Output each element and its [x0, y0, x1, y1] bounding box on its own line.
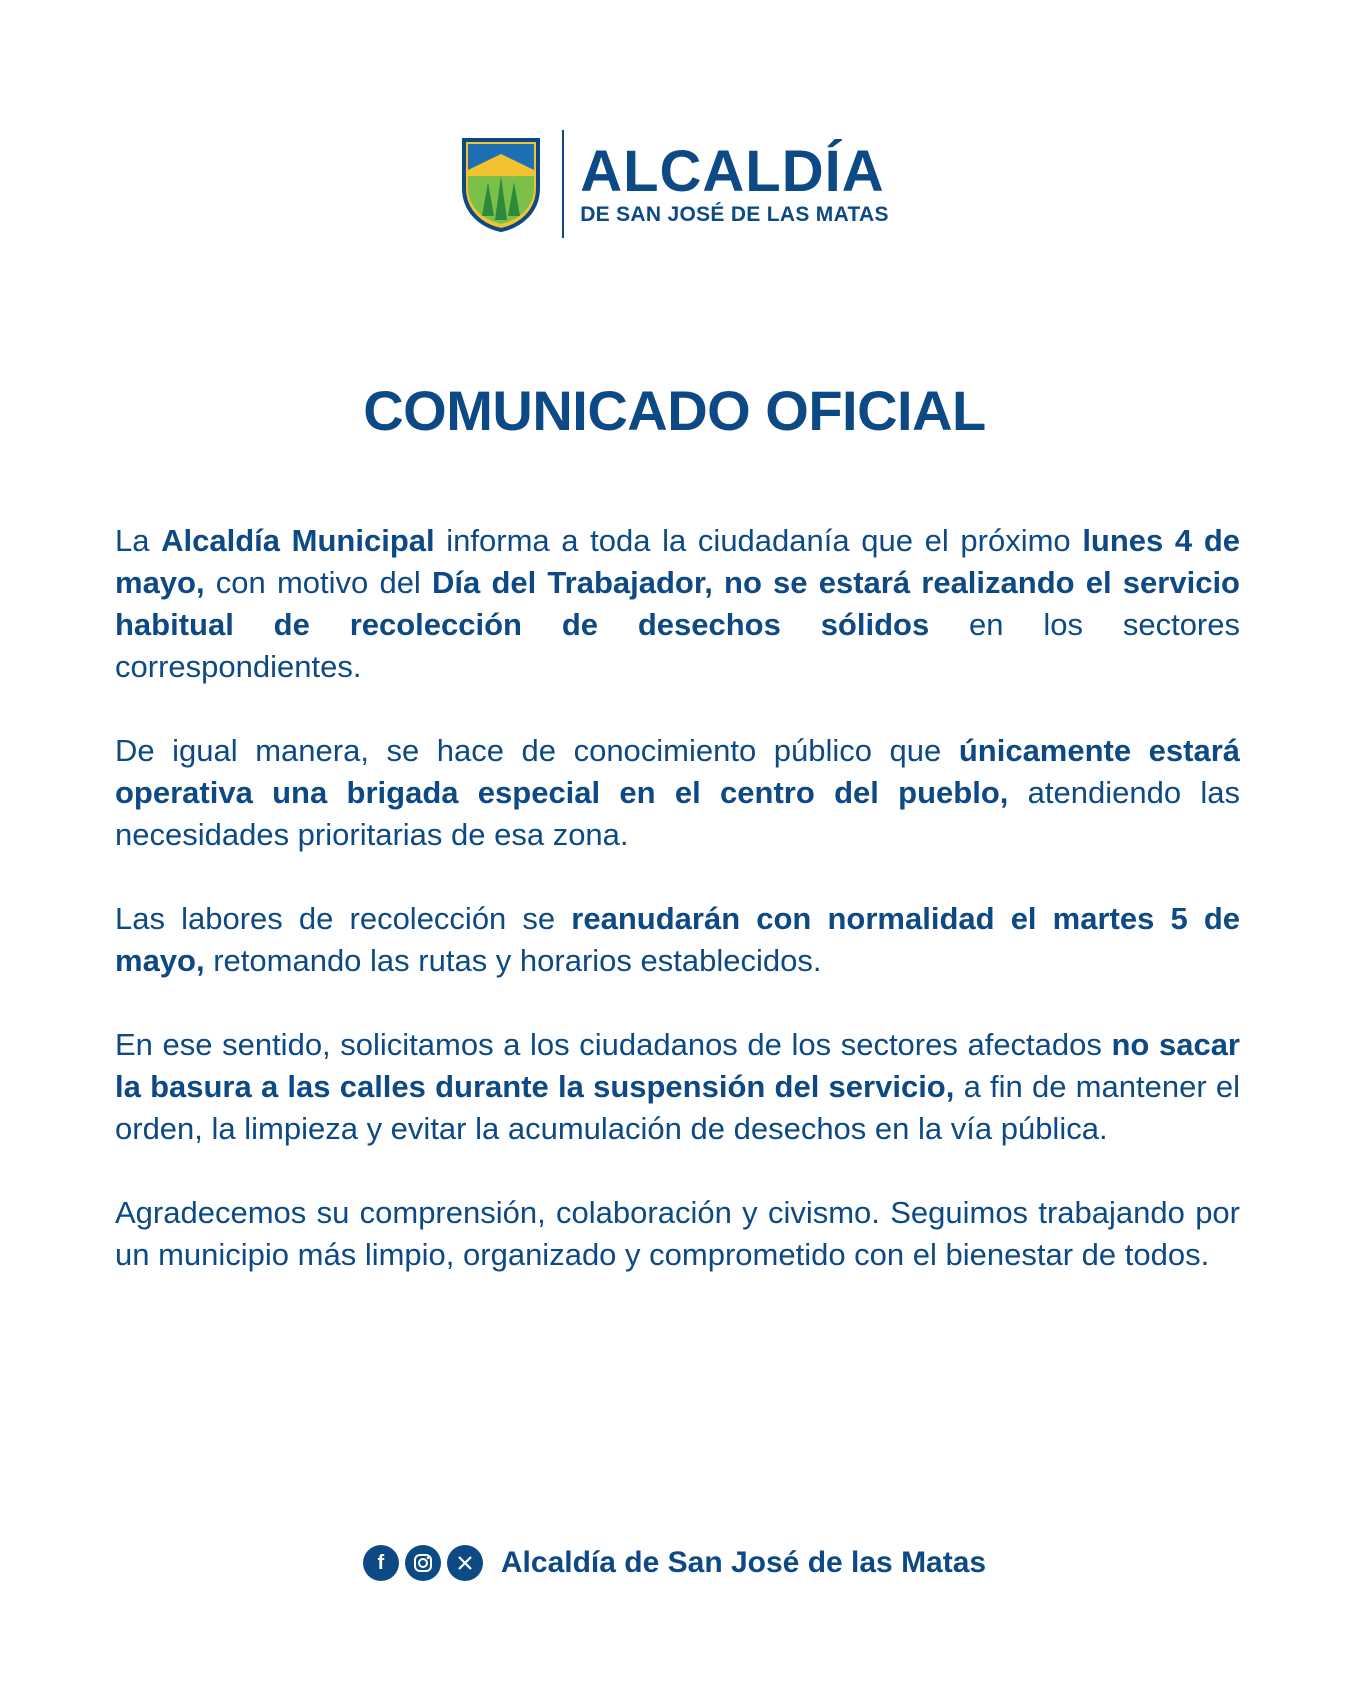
bold-span: Alcaldía Municipal: [161, 523, 435, 558]
header: [0, 130, 1349, 238]
brand-name: ALCALDÍA: [580, 139, 885, 204]
bold-span: Día del Trabajador, no se estará realizando el servicio habitual de recolección de desechos sólidos: [115, 565, 1240, 642]
footer-handle: Alcaldía de San José de las Matas: [500, 1546, 987, 1579]
paragraph-3: [115, 898, 1240, 982]
text-span: La: [115, 523, 162, 558]
paragraph-5: [115, 1192, 1240, 1276]
text-span: En ese sentido, solicitamos a los ciudadanos de los sectores afectados: [115, 1027, 1112, 1062]
text-span: Agradecemos su comprensión, colaboración y civismo. Seguimos trabajando por un municipio más limpio, organizado y comprometido con el bienestar de todos.: [115, 1195, 1240, 1272]
instagram-icon[interactable]: [405, 1545, 441, 1581]
page-title: COMUNICADO OFICIAL: [363, 379, 986, 442]
text-span: Las labores de recolección se: [115, 901, 572, 936]
header-divider: [562, 130, 564, 238]
facebook-icon[interactable]: f: [363, 1545, 399, 1581]
announcement-body: [115, 520, 1240, 1318]
bold-span: únicamente estará operativa una brigada especial en el centro del pueblo,: [115, 733, 1241, 810]
paragraph-2: [115, 730, 1240, 856]
bold-span: no sacar la basura a las calles durante la suspensión del servicio,: [115, 1027, 1240, 1104]
x-icon[interactable]: [447, 1545, 483, 1581]
social-icons: [363, 1545, 489, 1581]
bold-span: reanudarán con normalidad el martes 5 de mayo,: [115, 901, 1240, 978]
footer: [0, 1545, 1349, 1581]
text-span: en los sectores correspondientes.: [115, 607, 1240, 684]
text-span: De igual manera, se hace de conocimiento público que: [115, 733, 959, 768]
brand: [580, 141, 889, 227]
municipal-crest-icon: [460, 136, 542, 232]
text-span: atendiendo las necesidades prioritarias de esa zona.: [115, 775, 1241, 852]
text-span: retomando las rutas y horarios establecidos.: [204, 943, 822, 978]
text-span: informa a toda la ciudadanía que el próximo: [434, 523, 1083, 558]
paragraph-1: [115, 520, 1240, 688]
brand-subtitle: DE SAN JOSÉ DE LAS MATAS: [580, 203, 889, 226]
text-span: con motivo del: [204, 565, 433, 600]
text-span: a fin de mantener el orden, la limpieza y evitar la acumulación de desechos en la vía pública.: [115, 1069, 1240, 1146]
bold-span: lunes 4 de mayo,: [115, 523, 1240, 600]
paragraph-4: [115, 1024, 1240, 1150]
